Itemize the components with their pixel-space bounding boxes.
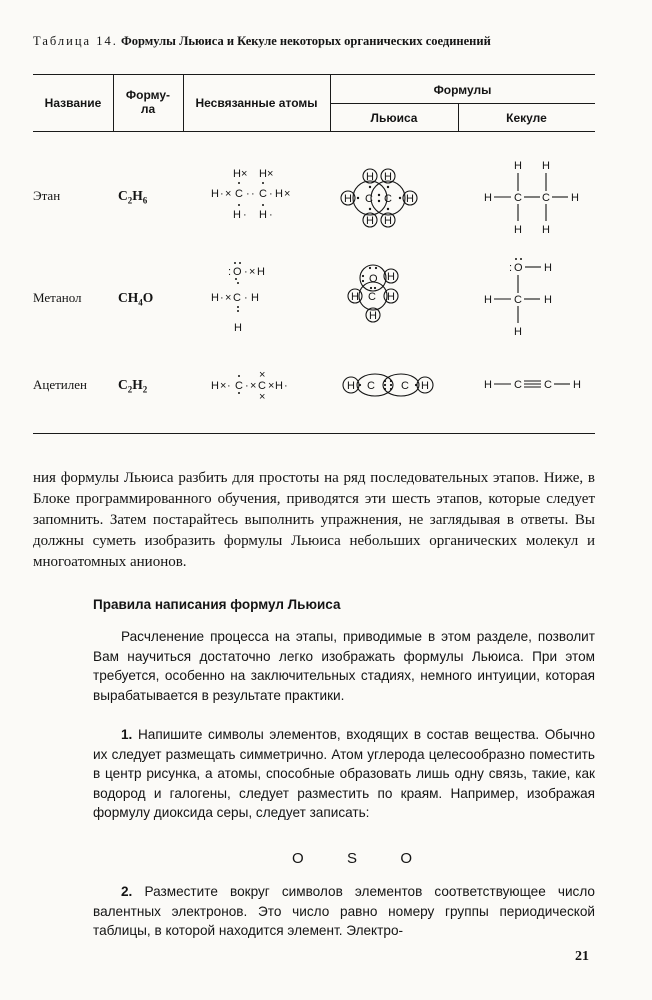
svg-text:·: · xyxy=(246,188,250,200)
header-name: Название xyxy=(44,96,102,110)
svg-text:H: H xyxy=(484,379,492,391)
caption-lead: Таблица 14. xyxy=(33,34,118,48)
svg-text::: : xyxy=(228,266,232,278)
row-name-methanol: Метанол xyxy=(33,290,82,305)
svg-text:H: H xyxy=(542,224,550,236)
svg-text:H: H xyxy=(211,292,219,304)
svg-text:C: C xyxy=(258,380,266,392)
svg-text:×: × xyxy=(241,168,248,180)
svg-text:·: · xyxy=(244,266,248,278)
svg-text:C: C xyxy=(368,291,376,303)
table-header-mid-rule xyxy=(330,103,595,104)
svg-text:×: × xyxy=(225,292,232,304)
svg-text:·: · xyxy=(243,209,247,221)
svg-text:H: H xyxy=(544,262,552,274)
svg-text:C: C xyxy=(235,188,243,200)
svg-text:H: H xyxy=(257,266,265,278)
caption-text: Формулы Льюиса и Кекуле некоторых органических соединений xyxy=(120,34,491,48)
formula-ethane: $C_2H_6$ xyxy=(118,188,148,206)
svg-text:O: O xyxy=(514,262,523,274)
svg-text:C: C xyxy=(235,380,243,392)
header-kekule: Кекуле xyxy=(506,111,547,125)
svg-text:O: O xyxy=(369,273,378,285)
table-top-rule xyxy=(33,74,595,75)
svg-text:H: H xyxy=(571,192,579,204)
header-unbonded: Несвязанные атомы xyxy=(195,96,318,110)
rule-2-number: 2. xyxy=(121,884,133,899)
svg-text:C: C xyxy=(367,380,375,392)
svg-text:H: H xyxy=(347,380,355,392)
svg-text:H: H xyxy=(421,380,429,392)
svg-text:H: H xyxy=(233,209,241,221)
formula-acetylene: $C_2H_2$ xyxy=(118,377,148,395)
svg-text:H: H xyxy=(387,291,395,303)
methanol-kekule-diagram xyxy=(478,255,578,340)
svg-text:H: H xyxy=(369,310,377,322)
svg-text:H: H xyxy=(275,380,283,392)
svg-text:×: × xyxy=(268,380,275,392)
svg-text:H: H xyxy=(366,171,374,183)
intro-paragraph: Расчленение процесса на этапы, приводимые в этом разделе, позволит Вам научиться достаточно легко изображать формулы Льюиса. При этом требуется, особенно на заключительных стадиях, немного интуиции, которая вырабатывается в результате практики. xyxy=(93,629,595,703)
rule-1 xyxy=(93,725,595,823)
svg-text:·: · xyxy=(220,188,224,200)
ethane-kekule-diagram xyxy=(478,155,588,237)
rule-2-text: Разместите вокруг символов элементов соответствующее число валентных электронов. Это число равно номеру группы периодической таблицы, в которой находится элемент. Электро- xyxy=(93,884,595,939)
svg-text:H: H xyxy=(384,171,392,183)
svg-text:·: · xyxy=(269,188,273,200)
svg-text:C: C xyxy=(259,188,267,200)
body-paragraph: ния формулы Льюиса разбить для простоты на ряд последовательных этапов. Ниже, в Блоке программированного обучения, приводятся эти шесть этапов, которые следует запомнить. Затем постарайтесь выполнить упражнения, не заглядывая в ответы. Вы должны суметь изобразить формулы Льюиса небольших органических молекул и многоатомных анионов. xyxy=(33,470,595,570)
svg-text:H: H xyxy=(514,224,522,236)
oso-example: O S O xyxy=(292,850,412,867)
svg-text:×: × xyxy=(220,380,227,392)
svg-text:×: × xyxy=(250,380,257,392)
svg-text:C: C xyxy=(401,380,409,392)
svg-text:×: × xyxy=(267,168,274,180)
svg-text:×: × xyxy=(249,266,256,278)
header-formula: Форму-ла xyxy=(125,88,171,116)
svg-text:H: H xyxy=(544,294,552,306)
svg-text:H: H xyxy=(366,215,374,227)
svg-text:×: × xyxy=(259,369,266,381)
svg-text:H: H xyxy=(514,326,522,338)
svg-text:·: · xyxy=(220,292,224,304)
acetylene-lewis-diagram xyxy=(340,367,440,403)
svg-text:×: × xyxy=(259,391,266,403)
svg-text:×: × xyxy=(284,188,291,200)
svg-text:·: · xyxy=(245,380,249,392)
ethane-lewis-diagram xyxy=(338,163,422,233)
table-bottom-rule xyxy=(33,433,595,434)
table-caption xyxy=(33,33,553,50)
svg-text:C: C xyxy=(514,379,522,391)
svg-text:C: C xyxy=(544,379,552,391)
svg-text:H: H xyxy=(384,215,392,227)
svg-text:H: H xyxy=(484,192,492,204)
svg-text:C: C xyxy=(514,294,522,306)
svg-text::: : xyxy=(509,262,513,274)
svg-text:·: · xyxy=(227,380,231,392)
svg-text:H: H xyxy=(484,294,492,306)
table-header-bottom-rule xyxy=(33,131,595,132)
svg-text:H: H xyxy=(542,160,550,172)
formula-methanol: $CH_4O$ xyxy=(118,290,154,308)
rule-1-number: 1. xyxy=(121,727,133,742)
header-lewis: Льюиса xyxy=(370,111,418,125)
svg-text:C: C xyxy=(542,192,550,204)
page-number: 21 xyxy=(575,949,589,964)
svg-text:C: C xyxy=(365,193,373,205)
svg-text:·: · xyxy=(244,292,248,304)
svg-text:C: C xyxy=(233,292,241,304)
svg-text:H: H xyxy=(275,188,283,200)
row-name-ethane: Этан xyxy=(33,188,61,203)
rule-2 xyxy=(93,882,595,941)
svg-text:H: H xyxy=(211,188,219,200)
svg-text:C: C xyxy=(384,193,392,205)
svg-text:·: · xyxy=(269,209,273,221)
ethane-atoms-diagram xyxy=(205,160,305,225)
row-name-acetylene: Ацетилен xyxy=(33,377,87,392)
svg-text:H: H xyxy=(234,322,242,334)
svg-text:H: H xyxy=(259,209,267,221)
svg-text:×: × xyxy=(225,188,232,200)
svg-text:·: · xyxy=(251,188,255,200)
section-heading: Правила написания формул Льюиса xyxy=(93,597,341,612)
svg-text:H: H xyxy=(211,380,219,392)
svg-text:H: H xyxy=(344,193,352,205)
svg-text:H: H xyxy=(387,271,395,283)
methanol-atoms-diagram xyxy=(205,258,295,338)
svg-text:H: H xyxy=(351,291,359,303)
svg-text:C: C xyxy=(514,192,522,204)
rule-1-text: Напишите символы элементов, входящих в состав вещества. Обычно их следует размещать симметрично. Атом углерода целесообразно поместить в центр рисунка, а атомы, способные образовать лишь одну связь, такие, как водород и галогены, следует разместить по краям. Например, изображая формулу диоксида серы, следует записать: xyxy=(93,727,595,821)
svg-text:H: H xyxy=(233,168,241,180)
acetylene-atoms-diagram xyxy=(205,367,305,403)
svg-text:·: · xyxy=(284,380,288,392)
svg-text:H: H xyxy=(251,292,259,304)
svg-text:H: H xyxy=(514,160,522,172)
svg-text:O: O xyxy=(233,266,242,278)
acetylene-kekule-diagram xyxy=(478,372,588,396)
methanol-lewis-diagram xyxy=(342,258,412,328)
table-col-divider-1 xyxy=(113,74,114,131)
svg-text:H: H xyxy=(573,379,581,391)
header-formulas: Формулы xyxy=(433,83,492,97)
svg-text:H: H xyxy=(406,193,414,205)
svg-text:H: H xyxy=(259,168,267,180)
